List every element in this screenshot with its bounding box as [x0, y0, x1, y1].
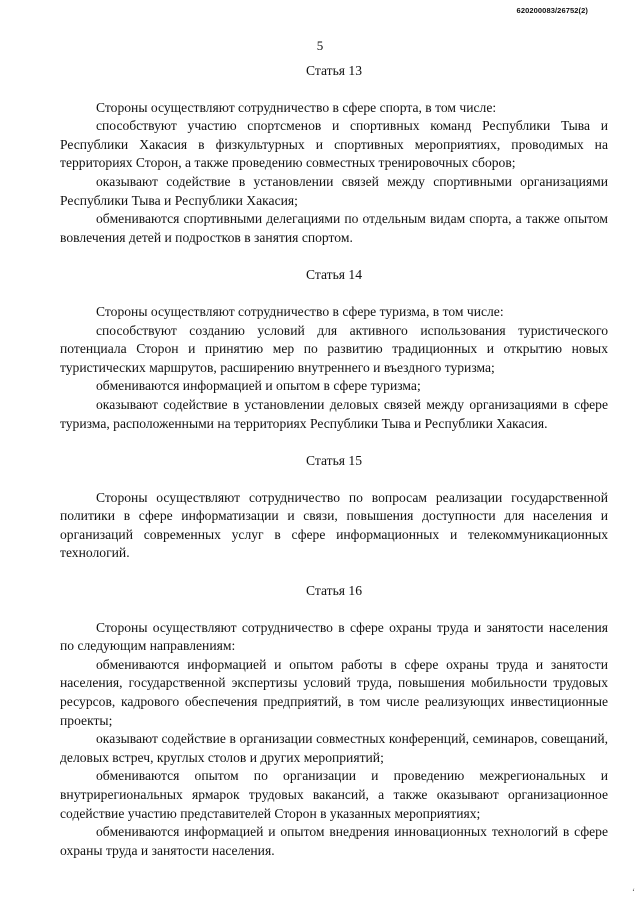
paragraph: Стороны осуществляют сотрудничество в сфере спорта, в том числе: [96, 99, 497, 115]
article-text [60, 489, 608, 563]
paragraph: обмениваются спортивными делегациями по отдельным видам спорта, а также опытом вовлечения детей и подростков в занятия спортом. [60, 211, 608, 245]
paragraph: способствуют участию спортсменов и спортивных команд Республики Тыва и Республики Хакасия в физкультурных и спортивных мероприятиях, проводимых на территориях Сторон, а также проведению совместных тренировочных сборов; [60, 118, 608, 171]
article-title: Статья 14 [305, 267, 363, 283]
page-number: 5 [316, 38, 324, 53]
document-body [60, 62, 608, 860]
article-text [60, 303, 608, 433]
paragraph: оказывают содействие в организации совместных конференций, семинаров, совещаний, деловых встреч, круглых столов и других мероприятий; [60, 731, 608, 765]
article-16 [60, 582, 608, 860]
article-text [60, 619, 608, 861]
article-15 [60, 452, 608, 563]
paragraph: способствуют созданию условий для активного использования туристического потенциала Сторон и принятию мер по развитию традиционных и открытию новых туристических маршрутов, расширению внутреннего и въездного туризма; [60, 322, 608, 375]
paragraph: оказывают содействие в установлении деловых связей между организациями в сфере туризма, расположенными на территориях Республики Тыва и Республики Хакасия. [60, 396, 608, 431]
article-13 [60, 62, 608, 247]
article-14 [60, 266, 608, 433]
document-id: 620200083/26752(2) [516, 6, 588, 15]
paragraph: Стороны осуществляют сотрудничество в сфере туризма, в том числе: [96, 303, 504, 319]
scan-mark-icon: ʻ [632, 887, 635, 897]
article-text [60, 99, 608, 248]
article-title: Статья 13 [305, 63, 363, 78]
paragraph: обмениваются информацией и опытом в сфере туризма; [96, 378, 421, 394]
paragraph: Стороны осуществляют сотрудничество по вопросам реализации государственной политики в сфере информатизации и связи, повышения доступности для населения и организаций современных услуг в сфере информационных и телекоммуникационных технологий. [60, 489, 608, 561]
article-title: Статья 15 [305, 453, 363, 469]
paragraph: Стороны осуществляют сотрудничество в сфере охраны труда и занятости населения по следующим направлениям: [60, 619, 608, 654]
article-title: Статья 16 [305, 583, 363, 599]
paragraph: оказывают содействие в установлении связей между спортивными организациями Республики Тыва и Республики Хакасия; [60, 173, 608, 208]
paragraph: обмениваются информацией и опытом работы в сфере охраны труда и занятости населения, государственной экспертизы условий труда, повышения мобильности трудовых ресурсов, кадрового обеспечения предприятий, в том числе реализующих инвестиционные проекты; [60, 656, 608, 728]
paragraph: обмениваются опытом по организации и проведению межрегиональных и внутрирегиональных ярмарок трудовых вакансий, а также оказывают организационное содействие участию представителей Сторон в указанных мероприятиях; [60, 768, 608, 821]
paragraph: обмениваются информацией и опытом внедрения инновационных технологий в сфере охраны труда и занятости населения. [60, 824, 608, 858]
